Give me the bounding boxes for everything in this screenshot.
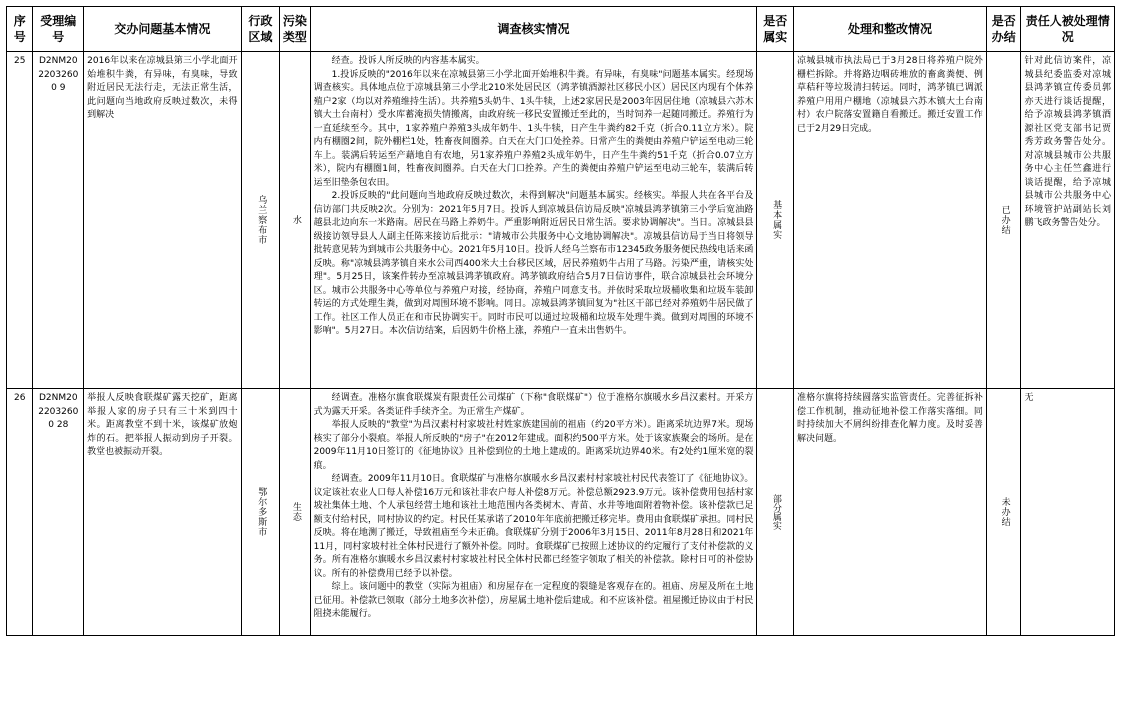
cell-region-text: 鄂尔多斯市 <box>256 487 267 538</box>
cell-investigation <box>310 52 757 389</box>
cell-basic-info: 2016年以来在凉城县第三小学北面开始堆积牛粪，有异味，有臭味，导致附近居民无法行走，无法正常生活，此问题向当地政府反映过数次，未得到解决 <box>84 52 241 389</box>
cell-person-punished: 针对此信访案件，凉城县纪委监委对凉城县鸿茅镇宣传委员郭亦天进行谈话提醒，给予凉城县鸿茅镇酒源社区党支部书记贾秀芳政务警告处分。对凉城县城市公共服务中心主任竺鑫进行谈话提醒，给予凉城县城市公共服务中心环境管护站副站长刘鹏飞政务警告处分。 <box>1021 52 1115 389</box>
cell-pollution-type-text: 生态 <box>290 502 301 523</box>
cell-seq: 26 <box>7 389 33 636</box>
cell-investigation <box>310 389 757 636</box>
cell-is-closed-text: 未办结 <box>999 497 1010 528</box>
investigation-paragraph: 举报人反映的"教堂"为昌汉素村村家坡社村姓家族建国前的祖庙（约20平方米）。距离采坑边界7米。现场核实了部分小裂痕。举报人所反映的"房子"在2012年建成。面积约500平方米。处于该家族聚会的场所。是在2009年11月10日签订的《征地协议》且补偿到位的土地上建成的。距离采坑边界40米。有2处约1厘米宽的裂痕。 <box>313 420 754 471</box>
header-region: 行政区域 <box>241 7 280 52</box>
investigation-paragraph: 经查。投诉人所反映的内容基本属实。 <box>331 56 485 67</box>
cell-is-true-text: 部分属实 <box>770 494 781 531</box>
header-seq: 序号 <box>7 7 33 52</box>
header-is-closed: 是否办结 <box>986 7 1021 52</box>
table-row <box>7 389 1115 636</box>
cell-region <box>241 52 280 389</box>
header-investigation: 调查核实情况 <box>310 7 757 52</box>
cell-is-closed <box>986 389 1021 636</box>
cell-is-closed-text: 已办结 <box>999 205 1010 236</box>
cell-code: D2NM2022032600 9 <box>33 52 84 389</box>
investigation-paragraph: 经调查。准格尔旗食联煤炭有限责任公司煤矿（下称"食联煤矿"）位于准格尔旗暖水乡昌汉素村。开采方式为露天开采。各类证件手续齐全。为正常生产煤矿。 <box>313 393 754 417</box>
cell-basic-info: 举报人反映食联煤矿露天挖矿，距离举报人家的房子只有三十米到四十米。距离教堂不到十米，该煤矿放炮炸的石。把举报人振动到房子开裂。教堂也被振动开裂。 <box>84 389 241 636</box>
table-row <box>7 52 1115 389</box>
cell-region <box>241 389 280 636</box>
cell-is-closed <box>986 52 1021 389</box>
cell-is-true <box>757 52 794 389</box>
cell-person-punished: 无 <box>1021 389 1115 636</box>
cell-is-true <box>757 389 794 636</box>
header-handling: 处理和整改情况 <box>793 7 986 52</box>
cell-region-text: 乌兰察布市 <box>256 195 267 246</box>
cell-is-true-text: 基本属实 <box>771 200 782 241</box>
investigation-paragraph: 2.投诉反映的"此问题向当地政府反映过数次，未得到解决"问题基本属实。经核实。举报人共在各平台及信访部门共反映2次。分别为：2021年5月7日。投诉人到凉城县信访局反映"凉城县鸿茅镇第三小学后宽油路越县北边向东一米路南。居民在马路上养奶牛。严重影响附近居民日常生活。要求协调解决"。当日。凉城县县级接访领导县人人副主任陈来接访后批示："请城市公共服务中心文地协调解决"。凉城县信访局于当日将领导批转意见转为到城市公共服务中心。2021年5月10日。投诉人经乌兰察布市12345政务服务便民热线电话来函反映。称"凉城县鸿茅镇自来水公司西400米大土台移民区域，居民养殖奶牛占用了马路。污染严重，请核实处理"。5月25日，该案件转办至凉城县鸿茅镇政府。鸿茅镇政府结合5月7日信访事件，联合凉城县社会环境分区。城市公共服务中心等单位与养殖户对接，经协商，养殖户同意支书。并依时采取垃圾桶收集和垃圾车装卸转运的方式处理生粪，做到对周围环境不影响。同日。凉城县鸿茅镇回复为"社区干部已经对养殖奶牛居民做了工作。社区工作人员正在和市民协调实干。同时市民可以通过垃圾桶和垃圾车处理牛粪。做到对周围的环境不影响"。5月27日。本次信访结案，后因奶牛价格上涨，养殖户一直未出售奶牛。 <box>313 191 754 337</box>
header-is-true: 是否属实 <box>757 7 794 52</box>
header-code: 受理编号 <box>33 7 84 52</box>
header-person-punished: 责任人被处理情况 <box>1021 7 1115 52</box>
header-basic-info: 交办问题基本情况 <box>84 7 241 52</box>
cell-handling: 凉城县城市执法局已于3月28日将养殖户院外栅栏拆除。并将路边咽砖堆放的畜禽粪便、例草秸秆等垃圾清扫转运。同时，鸿茅镇已调派养殖户用用户棚地（凉城县六苏木镇大土台南村）农户院落安置籍自看搬迁。搬迁安置工作已于2月29日完成。 <box>793 52 986 389</box>
investigation-paragraph: 经调查。2009年11月10日。食联煤矿与准格尔旗暖水乡昌汉素村村家坡社村民代表签订了《征地协议》。议定该社农业人口每人补偿16万元和该社非农户每人补偿8万元。补偿总额2923.9万元。该补偿费用包括村家坡社集体土地、个人承包经营土地和该社土地范围内各类树木、青苗、水井等地面附着物补偿。该补偿款已足额支付给村民，同村协议的约定。村民任某承诺了2010年年底前把搬迁移完毕。费用由食联煤矿承担。同村民反映。将在地测了搬迁，导致祖庙至今未正确。食联煤矿分别于2006年3月15日、2011年8月28日和2021年11月，同村家坡村社全体村民进行了额外补偿。同时。食联煤矿已按照上述协议的约定履行了支付补偿款的义务。所有准格尔旗暖水乡昌汉素村村家坡社村民全体村民都已经签字领取了相关的补偿款。除村日可的补偿协议。所有的补偿费用已经予以补偿。 <box>313 474 754 579</box>
cell-pollution-type <box>280 389 310 636</box>
table-header-row <box>7 7 1115 52</box>
inspection-report-table <box>6 6 1115 636</box>
cell-seq: 25 <box>7 52 33 389</box>
cell-code: D2NM2022032600 28 <box>33 389 84 636</box>
cell-pollution-type <box>280 52 310 389</box>
header-pollution-type: 污染类型 <box>280 7 310 52</box>
investigation-paragraph: 综上。该问题中的教堂（实际为祖庙）和房屋存在一定程度的裂缝是客观存在的。祖庙、房屋及所在土地已征用。补偿款已领取（部分土地多次补偿），房屋属土地补偿后建成。和不应该补偿。祖屋搬迁协议由于村民阻挠未能履行。 <box>313 582 754 620</box>
cell-pollution-type-text: 水 <box>290 215 301 226</box>
investigation-paragraph: 1.投诉反映的"2016年以来在凉城县第三小学北面开始堆积牛粪。有异味，有臭味"问题基本属实。经现场调查核实。具体地点位于凉城县第三小学北210米处居民区（鸿茅镇酒源社区移民小区）居民区内现有个体养殖户2家（均以对养殖维持生活）。共养殖5头奶牛、1头牛犊，上述2家居民是2003年因居住地（凉城县六苏木镇大土台南村）受水库蓄淹损失情搬离，由政府统一移民安置搬迁至此的，当时饲养一起随同搬迁。养殖行为一直延续至今。其中，1家养殖户养殖3头成年奶牛、1头牛犊，日产生牛粪约82千克（折合0.11立方米）。院内有棚圈2间，院外棚栏1处，牲畜夜间圈养。白天在大门口处拴养。日常产生的粪便由养殖户铲运至电动三轮车上。装满后转运至产藉地自有农地，另1家养殖户养殖2头成年奶牛，日产生牛粪约51千克（折合0.07立方米），院内有棚圈1间，牲畜夜间圈养。白天在大门口拴养。产生的粪便由养殖户铲运至电动三轮车，装满后转运至旧垫条包农田。 <box>313 69 754 188</box>
cell-handling: 准格尔旗将持续圆落实监管责任。完善征拆补偿工作机制，推动征地补偿工作落实落细。同时持续加大不屑纠纷排查化解力度。及时妥善解决问题。 <box>793 389 986 636</box>
